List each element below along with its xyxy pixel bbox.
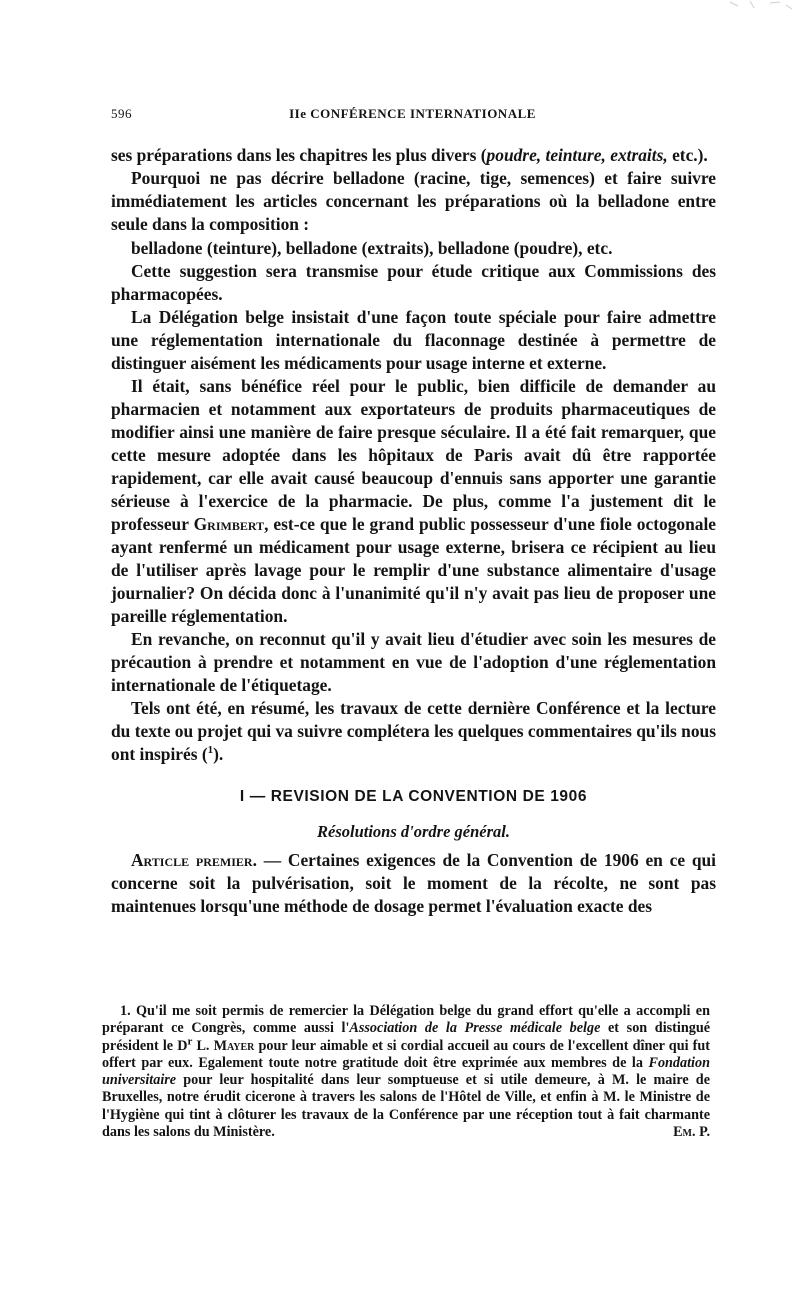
paragraph-3: belladone (teinture), belladone (extraits), belladone (poudre), etc.: [131, 238, 613, 258]
footnote: [102, 1003, 710, 1141]
paragraph-1: ses préparations dans les chapitres les plus divers (poudre, teinture, extraits, etc.).: [111, 145, 708, 165]
signature: Em. P.: [673, 1124, 710, 1141]
paragraph-8: Tels ont été, en résumé, les travaux de cette dernière Conférence et la lecture du texte ou projet qui va suivre complétera les quelques commentaires qu'ils nous ont inspirés ($^1$).: [111, 698, 716, 764]
running-title: IIe CONFÉRENCE INTERNATIONALE: [289, 106, 536, 121]
footnote-text: 1. Qu'il me soit permis de remercier la Délégation belge du grand effort qu'elle a accompli en préparant ce Congrès, comme aussi l'Association de la Presse médicale belge et son distingué président le $D^r$ L. Mayer pour leur aimable et si cordial accueil au cours de l'excellent dîner qui fut offert par eux. Egalement toute notre gratitude doit être exprimée aux membres de la Fondation universitaire pour leur hospitalité dans leur somptueuse et si utile demeure, à M. le maire de Bruxelles, notre érudit cicerone à travers les salons de l'Hôtel de Ville, et enfin à M. le Ministre de l'Hygiène qui tint à clôturer les travaux de la Conférence par une réception tout à fait charmante dans les salons du Ministère. Em. P.: [102, 1003, 711, 1141]
paragraph-5: La Délégation belge insistait d'une façon toute spéciale pour faire admettre une réglementation internationale du flaconnage destinée à permettre de distinguer aisément les médicaments pour usage interne et externe.: [111, 307, 716, 373]
author-name: Grimbert: [193, 514, 265, 534]
paragraph-6: Il était, sans bénéfice réel pour le public, bien difficile de demander au pharmacien et notamment aux exportateurs de produits pharmaceutiques de modifier ainsi une manière de faire presque séculaire. Il a été fait remarquer, que cette mesure adoptée dans les hôpitaux de Paris avait dû être rapportée rapidement, car elle avait causé beaucoup d'ennuis sans apporter une garantie sérieuse à l'exercice de la pharmacie. De plus, comme l'a justement dit le professeur Grimbert, est-ce que le grand public possesseur d'une fiole octogonale ayant renfermé un médicament pour usage externe, brisera ce récipient au lieu de l'utiliser après lavage pour le remplir d'une substance alimentaire d'usage journalier? On décida donc à l'unanimité qu'il n'y avait pas lieu de proposer une pareille réglementation.: [111, 376, 716, 626]
section-subtitle: Résolutions d'ordre général.: [317, 822, 510, 841]
page-number: 596: [111, 106, 132, 121]
main-text: [111, 144, 716, 918]
paragraph-7: En revanche, on reconnut qu'il y avait lieu d'étudier avec soin les mesures de précaution à prendre et notamment en vue de l'adoption d'une réglementation internationale de l'étiquetage.: [111, 629, 716, 695]
article-paragraph: Article premier. — Certaines exigences de la Convention de 1906 en ce qui concerne soit la pulvérisation, soit le moment de la récolte, ne sont pas maintenues lorsqu'une méthode de dosage permet l'évaluation exacte des: [111, 850, 716, 916]
scan-noise-decoration: [720, 0, 800, 12]
paragraph-4: Cette suggestion sera transmise pour étude critique aux Commissions des pharmacopées.: [111, 261, 716, 304]
page-header: [111, 106, 714, 126]
article-label: Article premier.: [131, 850, 257, 870]
italic-list: poudre, teinture, extraits,: [486, 145, 668, 165]
section-title: I — REVISION DE LA CONVENTION DE 1906: [239, 788, 588, 805]
footnote-ref: 1: [207, 744, 214, 757]
paragraph-2: Pourquoi ne pas décrire belladone (racine, tige, semences) et faire suivre immédiatement les articles concernant les préparations où la belladone entre seule dans la composition :: [111, 168, 716, 234]
